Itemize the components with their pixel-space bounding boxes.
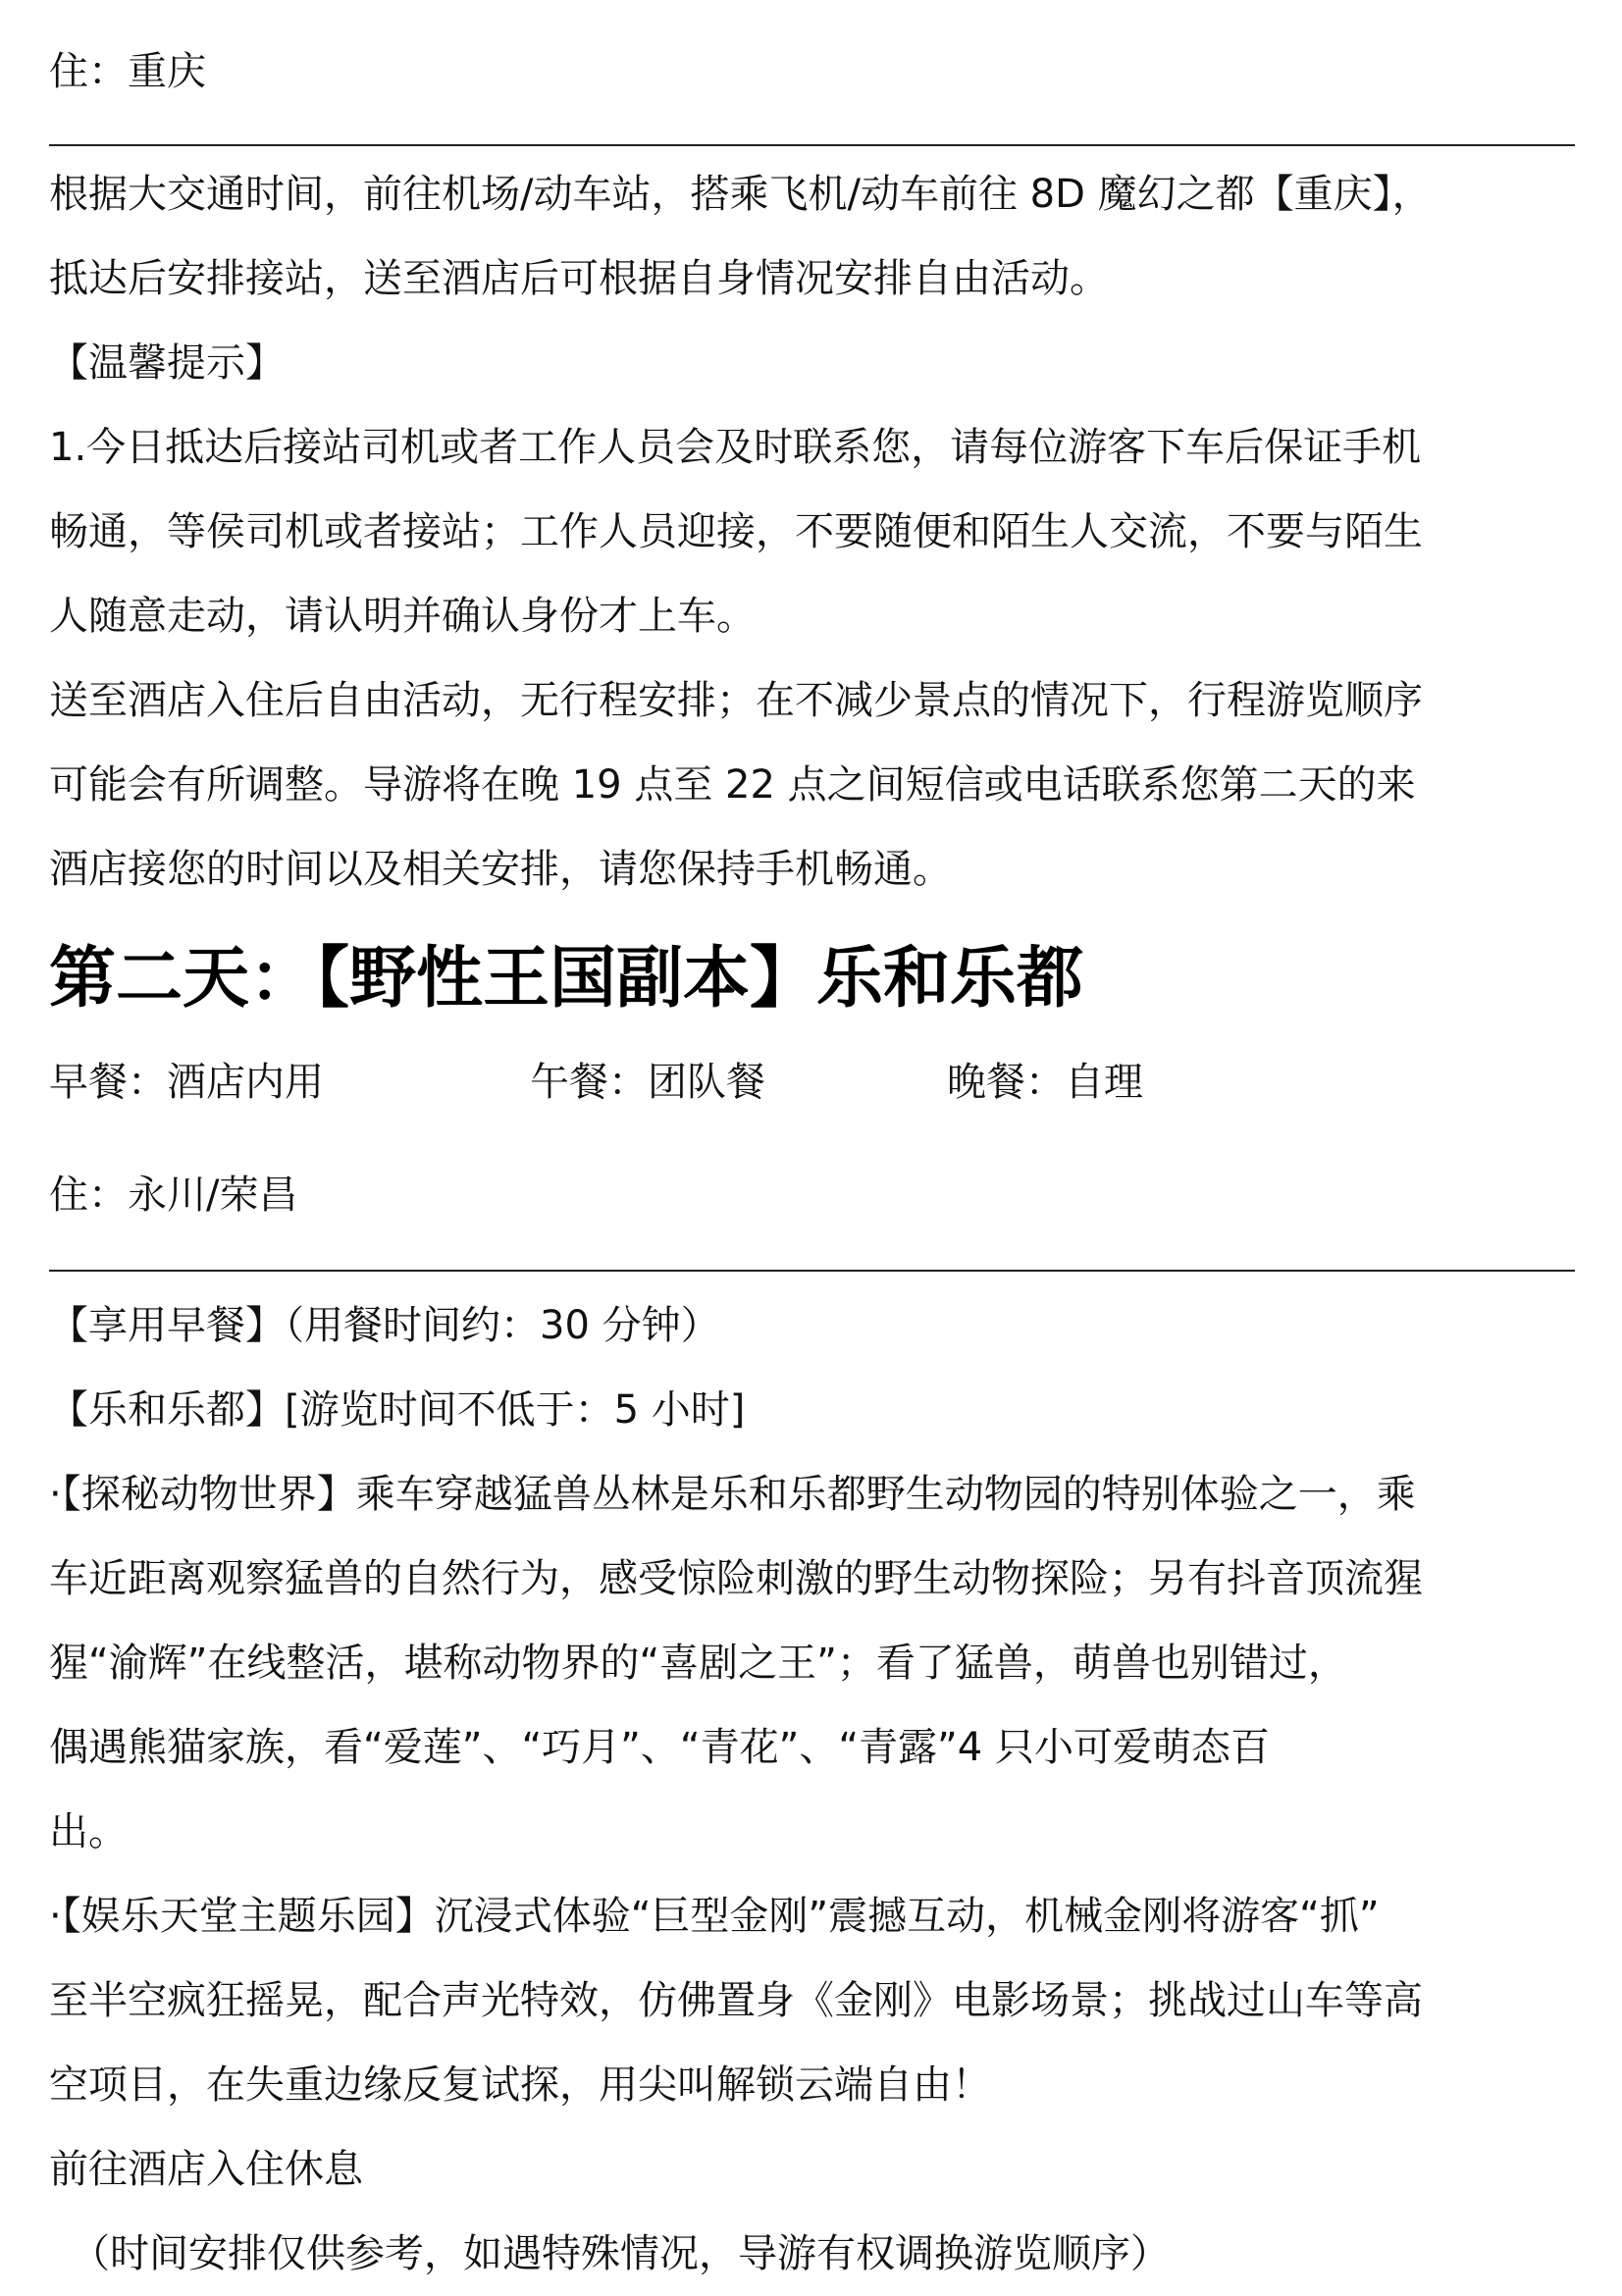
day2-line: 车近距离观察猛兽的自然行为，感受惊险刺激的野生动物探险；另有抖音顶流猩 bbox=[49, 1556, 1423, 1601]
day1-line: 【温馨提示】 bbox=[49, 340, 285, 386]
day2-description bbox=[49, 1283, 1580, 2296]
meal-lunch: 午餐：团队餐 bbox=[530, 1060, 765, 1105]
day2-line: 猩“渝辉”在线整活，堪称动物界的“喜剧之王”；看了猛兽，萌兽也别错过， bbox=[49, 1641, 1347, 1686]
day2-line: 至半空疯狂摇晃，配合声光特效，仿佛置身《金刚》电影场景；挑战过山车等高 bbox=[49, 1978, 1423, 2023]
day2-line: 空项目，在失重边缘反复试探，用尖叫解锁云端自由！ bbox=[49, 2062, 991, 2108]
day1-lodging: 住：重庆 bbox=[49, 49, 206, 94]
day1-description bbox=[49, 152, 1580, 912]
day2-line: 前往酒店入住休息 bbox=[49, 2147, 363, 2192]
day2-title: 第二天：【野性王国副本】乐和乐都 bbox=[49, 940, 1084, 1018]
day2-meals bbox=[49, 1040, 1580, 1124]
day2-lodging: 住：永川/荣昌 bbox=[49, 1173, 298, 1218]
schedule-note: （时间安排仅供参考，如遇特殊情况，导游有权调换游览顺序） bbox=[71, 2231, 1170, 2276]
day1-line: 送至酒店入住后自由活动，无行程安排；在不减少景点的情况下，行程游览顺序 bbox=[49, 678, 1423, 723]
day1-line: 酒店接您的时间以及相关安排，请您保持手机畅通。 bbox=[49, 847, 952, 892]
meal-breakfast: 早餐：酒店内用 bbox=[49, 1060, 324, 1105]
day1-line: 1.今日抵达后接站司机或者工作人员会及时联系您，请每位游客下车后保证手机 bbox=[49, 425, 1422, 470]
divider-day1 bbox=[49, 144, 1575, 146]
day1-line: 根据大交通时间，前往机场/动车站，搭乘飞机/动车前往 8D 魔幻之都【重庆】， bbox=[49, 172, 1432, 217]
day2-line: 【享用早餐】（用餐时间约：30 分钟） bbox=[49, 1303, 720, 1348]
day2-line: ·【探秘动物世界】乘车穿越猛兽丛林是乐和乐都野生动物园的特别体验之一，乘 bbox=[49, 1472, 1416, 1517]
day1-line: 人随意走动，请认明并确认身份才上车。 bbox=[49, 594, 756, 639]
day2-line: 偶遇熊猫家族，看“爱莲”、“巧月”、“青花”、“青露”4 只小可爱萌态百 bbox=[49, 1725, 1270, 1770]
day2-line: 【乐和乐都】[游览时间不低于：5 小时] bbox=[49, 1387, 746, 1433]
divider-day2 bbox=[49, 1270, 1575, 1272]
day1-line: 畅通，等侯司机或者接站；工作人员迎接，不要随便和陌生人交流，不要与陌生 bbox=[49, 509, 1423, 554]
day2-line: 出。 bbox=[49, 1809, 128, 1854]
day1-line: 可能会有所调整。导游将在晚 19 点至 22 点之间短信或电话联系您第二天的来 bbox=[49, 762, 1416, 808]
day2-line: ·【娱乐天堂主题乐园】沉浸式体验“巨型金刚”震撼互动，机械金刚将游客“抓” bbox=[49, 1894, 1380, 1939]
meal-dinner: 晚餐：自理 bbox=[947, 1060, 1143, 1105]
day1-line: 抵达后安排接站，送至酒店后可根据自身情况安排自由活动。 bbox=[49, 256, 1109, 301]
